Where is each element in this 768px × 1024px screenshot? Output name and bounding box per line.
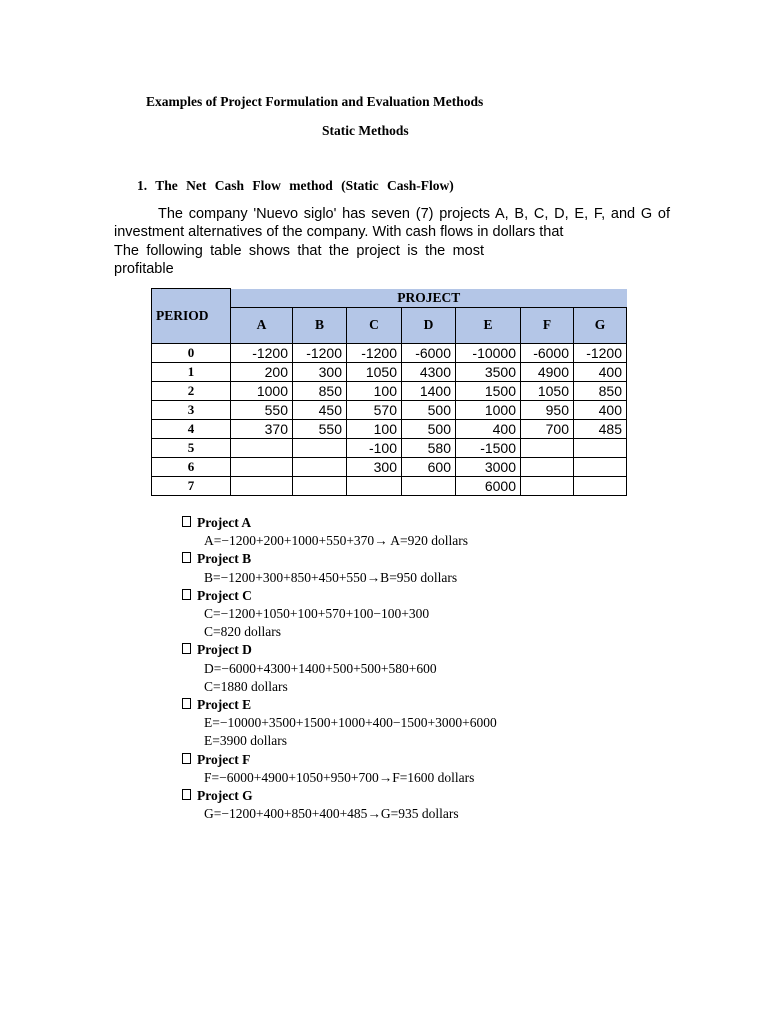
value-cell (293, 438, 347, 457)
checkbox-glyph-icon (182, 753, 191, 764)
table-row (152, 438, 627, 457)
project-header: PROJECT (231, 289, 627, 308)
table-row (152, 457, 627, 476)
value-cell: -6000 (402, 343, 456, 362)
section-heading: 1. The Net Cash Flow method (Static Cash-Flow) (137, 178, 454, 193)
value-cell: 4300 (402, 362, 456, 381)
value-cell (521, 476, 574, 495)
period-cell: 5 (152, 438, 231, 457)
value-cell: 600 (402, 457, 456, 476)
value-cell: 400 (574, 362, 627, 381)
value-cell: 500 (402, 400, 456, 419)
calculation-line: F=−6000+4900+1050+950+700→F=1600 dollars (204, 769, 475, 785)
calculation-line: C=−1200+1050+100+570+100−100+300 (204, 606, 430, 621)
cash-flow-table (151, 288, 627, 496)
value-cell (231, 438, 293, 457)
period-cell: 6 (152, 457, 231, 476)
paragraph-line: The following table shows that the project is the most (114, 243, 484, 259)
value-cell: 300 (293, 362, 347, 381)
value-cell: 4900 (521, 362, 574, 381)
value-cell: 100 (347, 419, 402, 438)
value-cell: 300 (347, 457, 402, 476)
value-cell: -1200 (347, 343, 402, 362)
table-row (152, 419, 627, 438)
project-label (182, 588, 252, 604)
period-cell: 7 (152, 476, 231, 495)
value-cell: 500 (402, 419, 456, 438)
value-cell: 1000 (456, 400, 521, 419)
calculation-line: E=−10000+3500+1500+1000+400−1500+3000+6000 (204, 715, 497, 731)
value-cell: -6000 (521, 343, 574, 362)
calculation-line: C=820 dollars (204, 624, 281, 640)
table-row (152, 476, 627, 495)
project-label (182, 515, 251, 531)
value-cell: 1500 (456, 381, 521, 400)
checkbox-glyph-icon (182, 552, 191, 563)
document-title: Examples of Project Formulation and Evaluation Methods (146, 94, 484, 109)
table-row (152, 362, 627, 381)
calculation-line: E=3900 dollars (204, 733, 287, 749)
value-cell: 1400 (402, 381, 456, 400)
period-cell: 0 (152, 343, 231, 362)
value-cell: -1200 (574, 343, 627, 362)
value-cell: 370 (231, 419, 293, 438)
paragraph-line: profitable (114, 261, 174, 277)
value-cell (402, 476, 456, 495)
project-label (182, 788, 253, 804)
value-cell (293, 476, 347, 495)
value-cell (521, 438, 574, 457)
checkbox-glyph-icon (182, 698, 191, 709)
value-cell: -1200 (231, 343, 293, 362)
column-header-f: F (521, 307, 574, 343)
value-cell (231, 476, 293, 495)
value-cell: 700 (521, 419, 574, 438)
value-cell (574, 476, 627, 495)
checkbox-glyph-icon (182, 589, 191, 600)
column-header-c: C (347, 307, 402, 343)
value-cell: 950 (521, 400, 574, 419)
value-cell: 550 (293, 419, 347, 438)
value-cell: 1050 (347, 362, 402, 381)
project-label (182, 752, 250, 768)
paragraph-line: The company 'Nuevo siglo' has seven (7) projects A, B, C, D, E, F, and G of (158, 206, 670, 222)
value-cell: 400 (574, 400, 627, 419)
value-cell: 6000 (456, 476, 521, 495)
calculation-line: D=−6000+4300+1400+500+500+580+600 (204, 660, 437, 676)
table-row (152, 343, 627, 362)
column-header-a: A (231, 307, 293, 343)
value-cell: -10000 (456, 343, 521, 362)
project-label-text: Project D (197, 642, 252, 658)
table-row (152, 400, 627, 419)
value-cell: 850 (293, 381, 347, 400)
project-label-text: Project F (197, 751, 251, 767)
column-header-g: G (574, 307, 627, 343)
value-cell: 3000 (456, 457, 521, 476)
value-cell: -1200 (293, 343, 347, 362)
period-cell: 3 (152, 400, 231, 419)
calculation-line: B=−1200+300+850+450+550→B=950 dollars (204, 569, 458, 585)
column-header-b: B (293, 307, 347, 343)
value-cell: 1000 (231, 381, 293, 400)
value-cell (347, 476, 402, 495)
value-cell: 580 (402, 438, 456, 457)
project-label-text: Project C (197, 587, 252, 603)
project-label (182, 551, 251, 567)
project-label-text: Project A (197, 515, 252, 530)
value-cell (231, 457, 293, 476)
paragraph-line: investment alternatives of the company. With cash flows in dollars that (114, 224, 564, 240)
calculation-line: C=1880 dollars (204, 678, 288, 694)
value-cell (293, 457, 347, 476)
document-subtitle: Static Methods (322, 123, 409, 138)
calculation-line: G=−1200+400+850+400+485→G=935 dollars (204, 806, 459, 822)
project-label (182, 697, 251, 713)
value-cell: 550 (231, 400, 293, 419)
value-cell: 570 (347, 400, 402, 419)
checkbox-glyph-icon (182, 643, 191, 654)
period-cell: 2 (152, 381, 231, 400)
value-cell (521, 457, 574, 476)
checkbox-glyph-icon (182, 516, 191, 527)
project-label-text: Project E (197, 697, 252, 712)
project-label-text: Project B (197, 551, 252, 567)
table-row (152, 381, 627, 400)
value-cell: 3500 (456, 362, 521, 381)
period-cell: 4 (152, 419, 231, 438)
period-cell: 1 (152, 362, 231, 381)
value-cell (574, 438, 627, 457)
value-cell: 1050 (521, 381, 574, 400)
period-header: PERIOD (152, 289, 231, 344)
value-cell (574, 457, 627, 476)
value-cell: 400 (456, 419, 521, 438)
project-label-text: Project G (197, 788, 253, 803)
value-cell: 450 (293, 400, 347, 419)
value-cell: 100 (347, 381, 402, 400)
project-label (182, 642, 252, 658)
value-cell: -1500 (456, 438, 521, 457)
checkbox-glyph-icon (182, 789, 191, 800)
column-header-d: D (402, 307, 456, 343)
value-cell: 485 (574, 419, 627, 438)
value-cell: 850 (574, 381, 627, 400)
value-cell: -100 (347, 438, 402, 457)
column-header-e: E (456, 307, 521, 343)
value-cell: 200 (231, 362, 293, 381)
calculation-line: A=−1200+200+1000+550+370→ A=920 dollars (204, 533, 469, 549)
